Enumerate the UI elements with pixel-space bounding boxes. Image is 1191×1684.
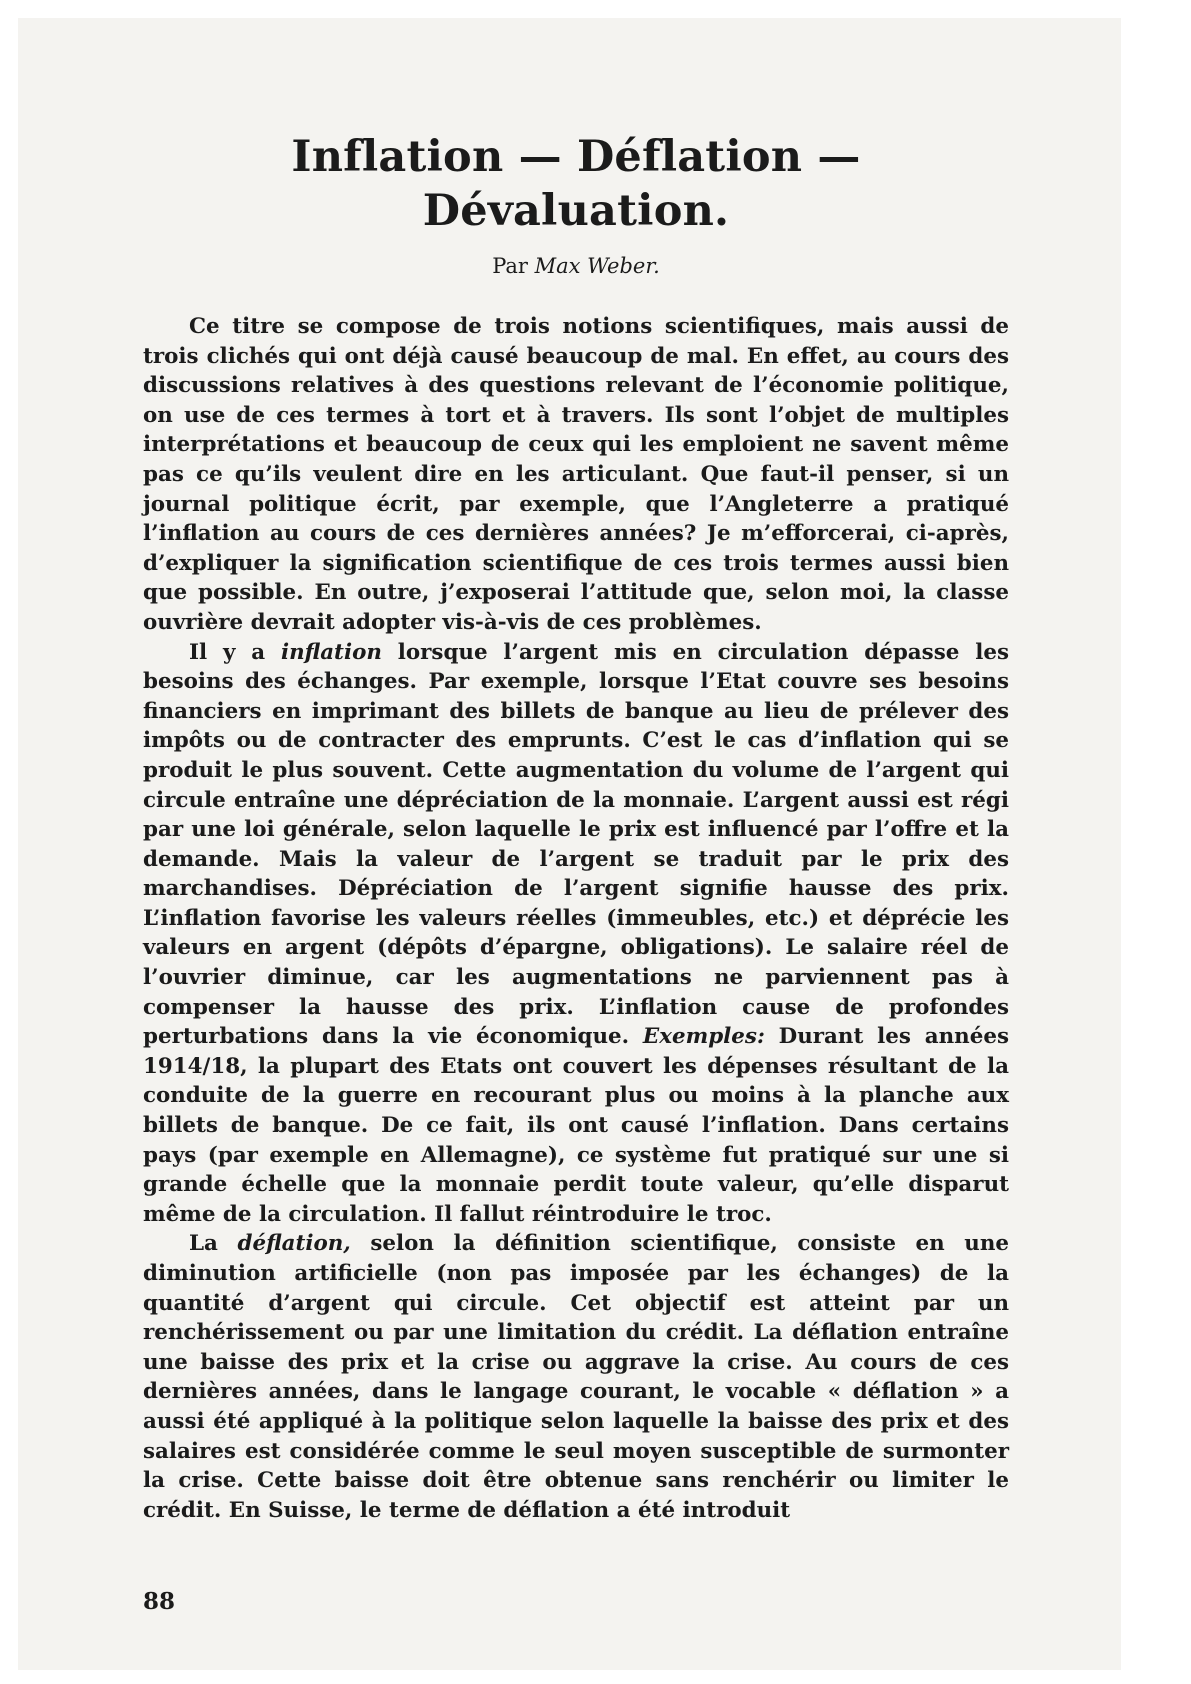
examples-label: Exemples: <box>642 1024 765 1050</box>
paragraph-deflation <box>143 1229 1009 1525</box>
document-page <box>143 130 1009 1525</box>
paragraph-deflation-body: selon la définition scientifique, consiste en une diminution artificielle (non pas imposée par les échanges) de la quantité d’argent qui circule. Cet objectif est atteint par un renchérissement ou par une limitation du crédit. La déflation entraîne une baisse des prix et la crise ou aggrave la crise. Au cours de ces dernières années, dans le langage courant, le vocable « déflation » a aussi été appliqué à la politique selon laquelle la baisse des prix et des salaires est considérée comme le seul moyen susceptible de surmonter la crise. Cette baisse doit être obtenue sans renchérir ou limiter le crédit. En Suisse, le terme de déflation a été introduit <box>143 1231 1009 1523</box>
term-inflation: inflation <box>280 639 382 665</box>
article-body <box>143 312 1009 1525</box>
paragraph-deflation-start: La <box>189 1231 238 1257</box>
paragraph-inflation-end: Durant les années 1914/18, la plupart des Etats ont couvert les dépenses résultant de la conduite de la guerre en recourant plus ou moins à la planche aux billets de banque. De ce fait, ils ont causé l’inflation. Dans certains pays (par exemple en Allemagne), ce système fut pratiqué sur une si grande échelle que la monnaie perdit toute valeur, qu’elle disparut même de la circulation. Il fallut réintroduire le troc. <box>143 1024 1009 1227</box>
page-number: 88 <box>143 1588 176 1615</box>
byline <box>143 252 1009 280</box>
paragraph-inflation-start: Il y a <box>189 639 281 665</box>
article-title: Inflation — Déflation — Dévaluation. <box>291 132 861 236</box>
byline-prefix: Par <box>492 254 535 278</box>
term-deflation: déflation, <box>237 1231 351 1257</box>
author-name: Max Weber. <box>534 254 660 278</box>
paragraph-inflation-body: lorsque l’argent mis en circulation dépasse les besoins des échanges. Par exemple, lorsque l’Etat couvre ses besoins financiers en imprimant des billets de banque au lieu de prélever des impôts ou de contracter des emprunts. C’est le cas d’inflation qui se produit le plus souvent. Cette augmentation du volume de l’argent qui circule entraîne une dépréciation de la monnaie. L’argent aussi est régi par une loi générale, selon laquelle le prix est influencé par l’offre et la demande. Mais la valeur de l’argent se traduit par le prix des marchandises. Dépréciation de l’argent signifie hausse des prix. L’inflation favorise les valeurs réelles (immeubles, etc.) et déprécie les valeurs en argent (dépôts d’épargne, obligations). Le salaire réel de l’ouvrier diminue, car les augmentations ne parviennent pas à compenser la hausse des prix. L’inflation cause de profondes perturbations dans la vie économique. <box>143 639 1009 1050</box>
paragraph-intro: Ce titre se compose de trois notions scientifiques, mais aussi de trois clichés qui ont déjà causé beaucoup de mal. En effet, au cours des discussions relatives à des questions relevant de l’économie politique, on use de ces termes à tort et à travers. Ils sont l’objet de multiples interprétations et beaucoup de ceux qui les emploient ne savent même pas ce qu’ils veulent dire en les articulant. Que faut-il penser, si un journal politique écrit, par exemple, que l’Angleterre a pratiqué l’inflation au cours de ces dernières années? Je m’efforcerai, ci-après, d’expliquer la signification scientifique de ces trois termes aussi bien que possible. En outre, j’exposerai l’attitude que, selon moi, la classe ouvrière devrait adopter vis-à-vis de ces problèmes. <box>143 314 1009 635</box>
paragraph-inflation <box>143 638 1009 1230</box>
